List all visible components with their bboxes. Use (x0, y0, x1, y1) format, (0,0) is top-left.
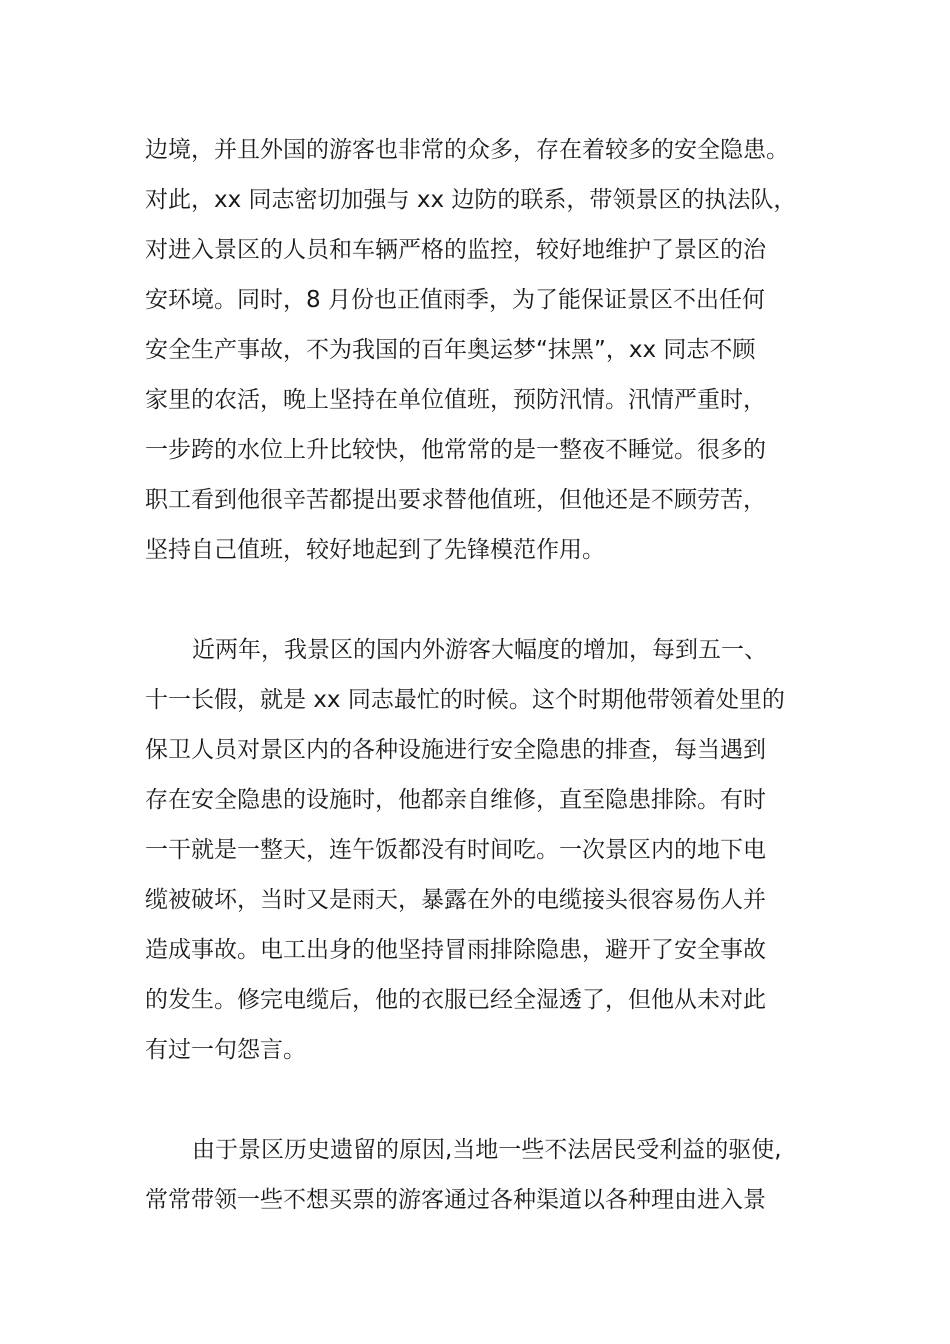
text-line: 缆被破坏，当时又是雨天，暴露在外的电缆接头很容易伤人并 (145, 887, 766, 913)
text-line: 存在安全隐患的设施时，他都亲自维修，直至隐患排除。有时 (145, 787, 766, 813)
text-line: 家里的农活，晚上坚持在单位值班，预防汛情。汛情严重时， (145, 387, 766, 413)
text-line: 一干就是一整天，连午饭都没有时间吃。一次景区内的地下电 (145, 837, 766, 863)
text-line: 对此，xx 同志密切加强与 xx 边防的联系，带领景区的执法队， (145, 187, 797, 213)
text-line: 由于景区历史遗留的原因,当地一些不法居民受利益的驱使, (192, 1137, 782, 1163)
text-line: 十一长假，就是 xx 同志最忙的时候。这个时期他带领着处里的 (145, 687, 785, 713)
text-line: 职工看到他很辛苦都提出要求替他值班，但他还是不顾劳苦， (145, 487, 766, 513)
text-line: 一步跨的水位上升比较快，他常常的是一整夜不睡觉。很多的 (145, 437, 766, 463)
text-line: 的发生。修完电缆后，他的衣服已经全湿透了，但他从未对此 (145, 987, 766, 1013)
text-line: 常常带领一些不想买票的游客通过各种渠道以各种理由进入景 (145, 1187, 766, 1213)
text-line: 保卫人员对景区内的各种设施进行安全隐患的排查，每当遇到 (145, 737, 766, 763)
text-line: 造成事故。电工出身的他坚持冒雨排除隐患，避开了安全事故 (145, 937, 766, 963)
text-line: 坚持自己值班，较好地起到了先锋模范作用。 (145, 537, 605, 563)
text-line: 对进入景区的人员和车辆严格的监控，较好地维护了景区的治 (145, 237, 766, 263)
text-line: 边境，并且外国的游客也非常的众多，存在着较多的安全隐患。 (145, 137, 789, 163)
text-line: 近两年，我景区的国内外游客大幅度的增加，每到五一、 (192, 637, 767, 663)
text-line: 安全生产事故，不为我国的百年奥运梦“抹黑”，xx 同志不顾 (145, 337, 756, 363)
text-line: 安环境。同时，8 月份也正值雨季，为了能保证景区不出任何 (145, 287, 765, 313)
text-line: 有过一句怨言。 (145, 1037, 306, 1063)
